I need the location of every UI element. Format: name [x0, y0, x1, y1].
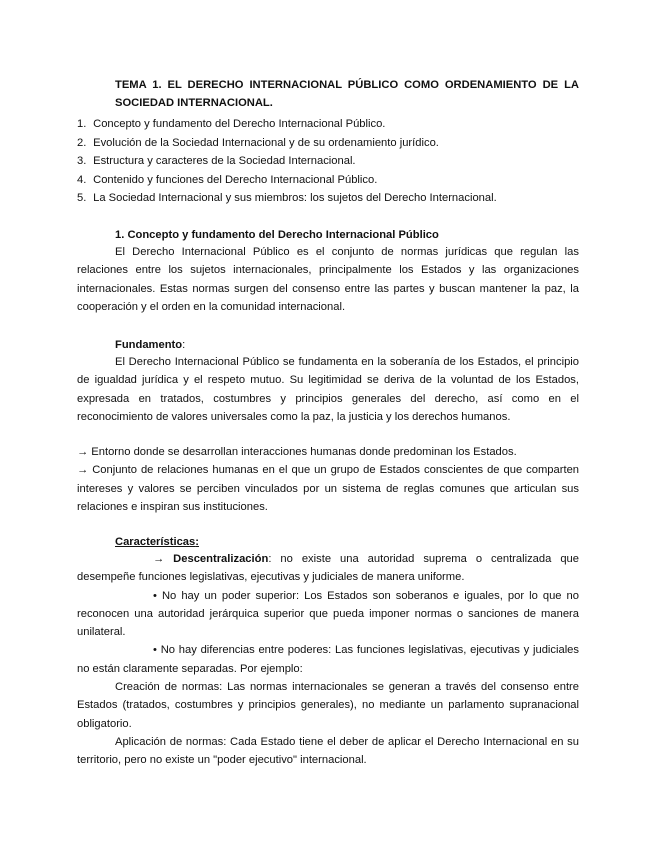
descentralizacion-item: → Descentralización: no existe una autoridad suprema o centralizada que desempeñe funciones legislativas, ejecutivas y judiciales de manera uniforme. — [77, 550, 579, 587]
bullet-item: • No hay un poder superior: Los Estados son soberanos e iguales, por lo que no reconocen una autoridad jerárquica superior que pueda imponer normas o sanciones de manera unilateral. — [77, 589, 580, 639]
fundamento-paragraph: El Derecho Internacional Público se fundamenta en la soberanía de los Estados, el principio de igualdad jurídica y el respeto mutuo. Su legitimidad se deriva de la voluntad de los Estados, expresada en tratados, costumbres y principios generales del derecho, así como en el reconocimiento de valores universales como la paz, la justicia y los derechos humanos. — [77, 356, 579, 423]
toc-item: 3. Estructura y caracteres de la Sociedad Internacional. — [77, 155, 356, 168]
fundamento-block — [77, 353, 579, 426]
bullet-icon: • — [153, 644, 157, 657]
aplicacion-paragraph: Aplicación de normas: Cada Estado tiene el deber de aplicar el Derecho Internacional en su territorio, pero no existe un "poder ejecutivo" internacional. — [77, 735, 579, 767]
bullet-item: • No hay diferencias entre poderes: Las funciones legislativas, ejecutivas y judiciales no están claramente separadas. Por ejemplo: — [77, 644, 579, 675]
toc-item: 1. Concepto y fundamento del Derecho Internacional Público. — [77, 118, 386, 130]
arrow-item: → Entorno donde se desarrollan interacciones humanas donde predominan los Estados. — [77, 443, 579, 461]
fundamento-heading: Fundamento: — [115, 339, 186, 351]
creacion-paragraph: Creación de normas: Las normas internacionales se generan a través del consenso entre Estados (tratados, costumbres y principios generales), no mediante un parlamento supranacional obligatorio. — [77, 681, 579, 730]
arrow-definitions — [77, 443, 579, 516]
concept-block — [77, 243, 579, 316]
table-of-contents — [77, 115, 497, 208]
concept-paragraph: El Derecho Internacional Público es el conjunto de normas jurídicas que regulan las relaciones entre los sujetos internacionales, principalmente los Estados y las organizaciones internacionales. Estas normas surgen del consenso entre las partes y buscan mantener la paz, la cooperación y el orden en la comunidad internacional. — [77, 246, 579, 313]
toc-item: 2. Evolución de la Sociedad Internacional y de su ordenamiento jurídico. — [77, 136, 439, 149]
arrow-right-icon: → — [77, 464, 89, 477]
toc-item: 5. La Sociedad Internacional y sus miembros: los sujetos del Derecho Internacional. — [77, 192, 497, 205]
caracteristicas-block — [77, 550, 579, 770]
arrow-item: → Conjunto de relaciones humanas en el que un grupo de Estados conscientes de que comparten intereses y valores se perciben vinculados por un sistema de reglas comunes que articulan sus relaciones e inspiran sus instituciones. — [77, 461, 579, 516]
arrow-right-icon: → — [77, 446, 89, 458]
bullet-icon: • — [153, 589, 157, 602]
document-title: TEMA 1. EL DERECHO INTERNACIONAL PÚBLICO COMO ORDENAMIENTO DE LA SOCIEDAD INTERNACIONAL. — [115, 79, 579, 109]
caracteristicas-heading: Características: — [115, 536, 199, 548]
section-heading: 1. Concepto y fundamento del Derecho Internacional Público — [115, 229, 439, 241]
arrow-right-icon: → — [153, 553, 165, 565]
toc-item: 4. Contenido y funciones del Derecho Internacional Público. — [77, 173, 378, 186]
